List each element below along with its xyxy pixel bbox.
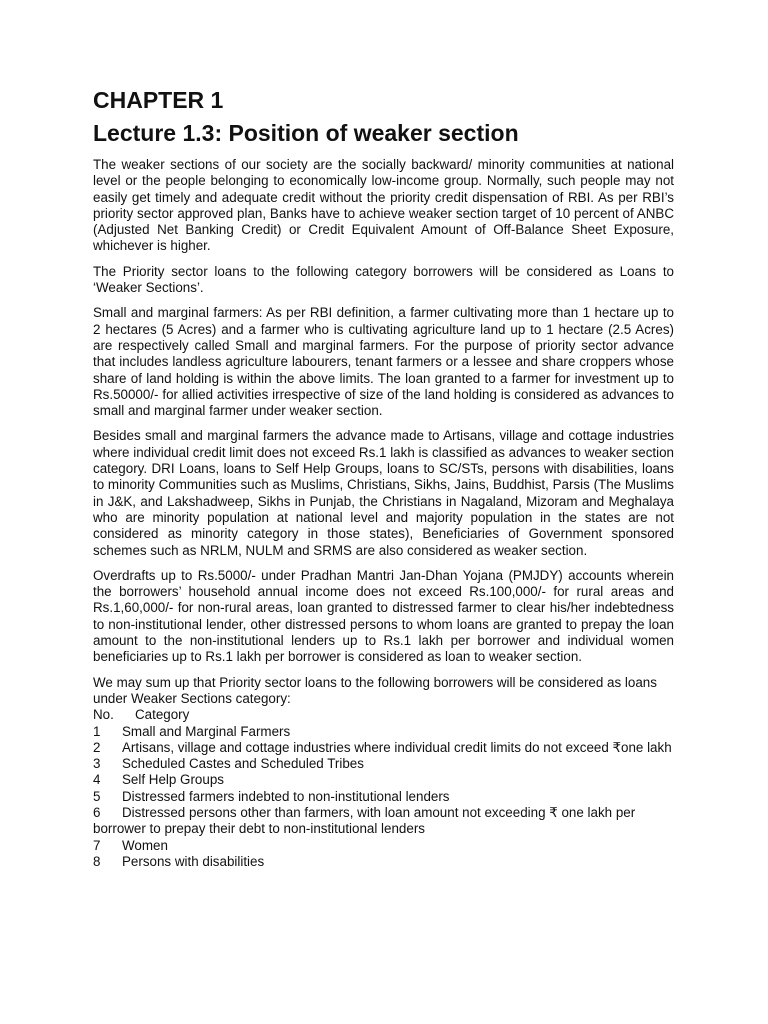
- paragraph-intro: The weaker sections of our society are the socially backward/ minority communities at national level or the people belonging to economically low-income group. Normally, such people may not easily get timely and adequate credit without the priority credit dispensation of RBI. As per RBI’s priority sector approved plan, Banks have to achieve weaker section target of 10 percent of ANBC (Adjusted Net Banking Credit) or Credit Equivalent Amount of Off-Balance Sheet Exposure, whichever is higher.: [93, 157, 674, 254]
- lecture-title: Lecture 1.3: Position of weaker section: [93, 120, 519, 146]
- list-item-number: 6: [93, 804, 101, 820]
- chapter-heading: CHAPTER 1: [93, 87, 224, 113]
- list-item: [93, 805, 674, 838]
- list-item-text: Distressed farmers indebted to non-institutional lenders: [122, 788, 450, 804]
- list-item-text: Distressed persons other than farmers, with loan amount not exceeding ₹ one lakh per borrower to prepay their debt to non-institutional lenders: [93, 804, 636, 837]
- summary-text: We may sum up that Priority sector loans to the following borrowers will be considered as loans under Weaker Sections category:: [93, 674, 657, 706]
- list-item-number: 8: [93, 853, 101, 869]
- list-item-text: Scheduled Castes and Scheduled Tribes: [122, 756, 364, 772]
- list-item: [93, 838, 674, 854]
- list-item: [93, 740, 674, 756]
- list-item-number: 4: [93, 772, 101, 788]
- list-item-number: 2: [93, 739, 101, 755]
- paragraph-small-marginal-farmers: Small and marginal farmers: As per RBI definition, a farmer cultivating more than 1 hectare up to 2 hectares (5 Acres) and a farmer who is cultivating agriculture land up to 1 hectare (2.5 Acres) are respectively called Small and marginal farmers. For the purpose of priority sector advance that includes landless agriculture labourers, tenant farmers or a lessee and share croppers whose share of land holding is within the above limits. The loan granted to a farmer for investment up to Rs.50000/- for allied activities irrespective of size of the land holding is considered as advances to small and marginal farmer under weaker section.: [93, 305, 674, 419]
- document-page: [93, 84, 674, 870]
- paragraph-overdrafts: Overdrafts up to Rs.5000/- under Pradhan Mantri Jan-Dhan Yojana (PMJDY) accounts wherein the borrowers’ household annual income does not exceed Rs.100,000/- for rural areas and Rs.1,60,000/- for non-rural areas, loan granted to distressed farmer to clear his/her indebtedness to non-institutional lender, other distressed persons to whom loans are granted to prepay the loan amount to the non-institutional lenders up to Rs.1 lakh per borrower and individual women beneficiaries up to Rs.1 lakh per borrower is considered as loan to weaker section.: [93, 567, 674, 665]
- list-header-category: Category: [135, 707, 190, 723]
- list-item: [93, 854, 674, 870]
- list-item-number: 3: [93, 756, 101, 772]
- list-item: [93, 772, 674, 788]
- list-item-text: Persons with disabilities: [122, 853, 265, 869]
- list-item-number: 5: [93, 788, 101, 804]
- list-header-no: No.: [93, 707, 114, 723]
- paragraph-priority-sector: The Priority sector loans to the following category borrowers will be considered as Loans to ‘Weaker Sections’.: [93, 263, 674, 296]
- list-item-text: Women: [122, 837, 168, 853]
- list-item: [93, 789, 674, 805]
- list-item-number: 1: [93, 723, 101, 739]
- list-item-text: Small and Marginal Farmers: [122, 723, 291, 739]
- list-item-text: Artisans, village and cottage industries where individual credit limits do not exceed ₹one lakh: [122, 739, 672, 755]
- paragraph-other-weaker-sections: Besides small and marginal farmers the advance made to Artisans, village and cottage industries where individual credit limit does not exceed Rs.1 lakh is classified as advances to weaker section category. DRI Loans, loans to Self Help Groups, loans to SC/STs, persons with disabilities, loans to minority Communities such as Muslims, Christians, Sikhs, Jains, Buddhist, Parsis (The Muslims in J&K, and Lakshadweep, Sikhs in Punjab, the Christians in Nagaland, Mizoram and Meghalaya who are minority population at national level and majority population in the states are not considered as minority category in those states), Beneficiaries of Government sponsored schemes such as NRLM, NULM and SRMS are also considered as weaker section.: [93, 428, 674, 558]
- list-header: [93, 707, 674, 723]
- list-item: [93, 756, 674, 772]
- list-item: [93, 724, 674, 740]
- list-item-text: Self Help Groups: [122, 772, 224, 788]
- list-item-number: 7: [93, 837, 101, 853]
